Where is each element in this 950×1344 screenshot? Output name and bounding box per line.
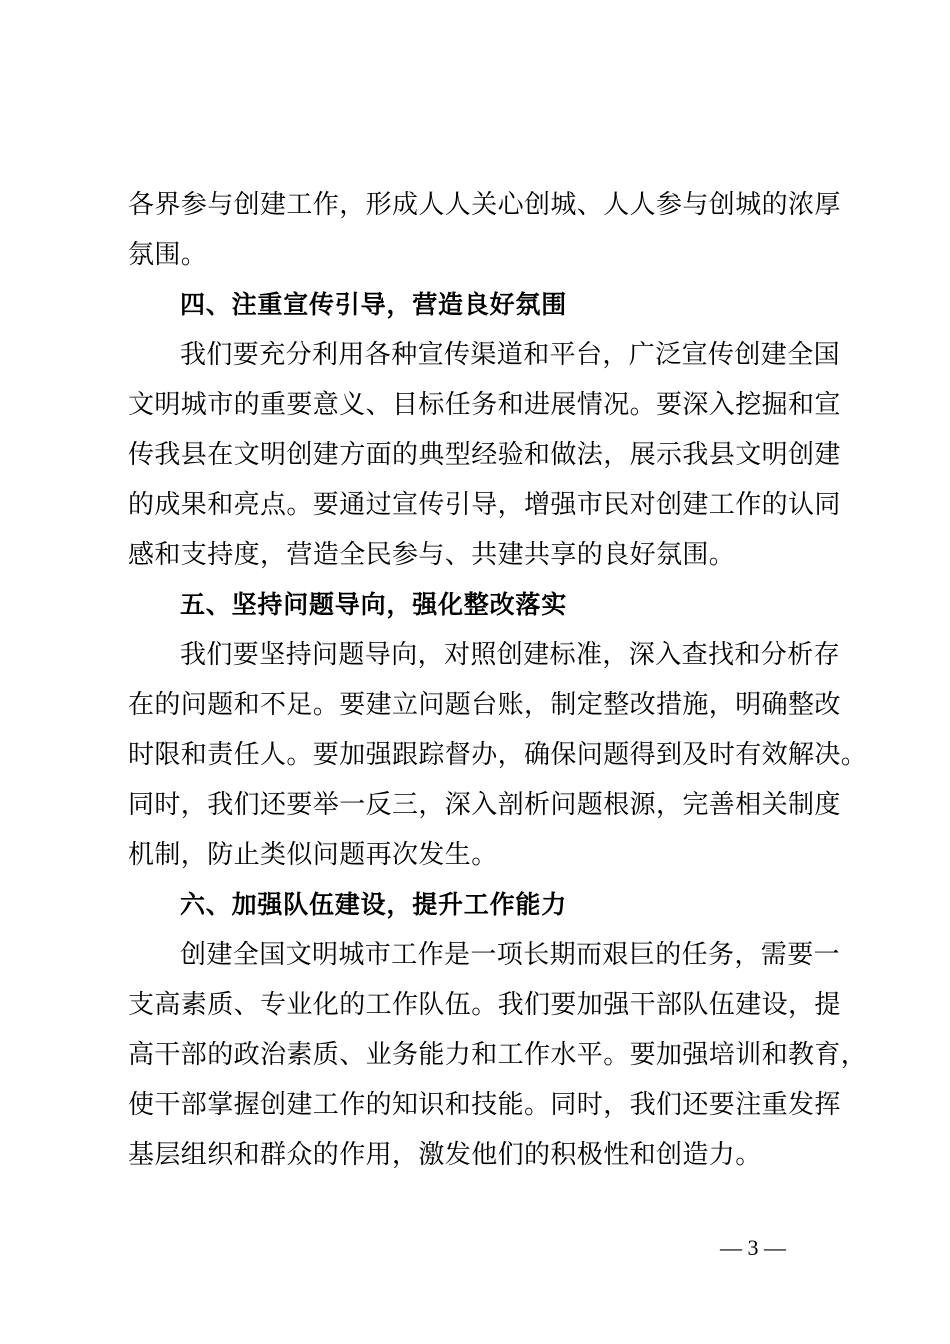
section-heading: 四、注重宣传引导，营造良好氛围 xyxy=(180,290,568,319)
paragraph-line: 创建全国文明城市工作是一项长期而艰巨的任务，需要一 xyxy=(180,940,841,970)
paragraph-line: 支高素质、专业化的工作队伍。我们要加强干部队伍建设，提 xyxy=(128,990,841,1020)
paragraph-line: 时限和责任人。要加强跟踪督办，确保问题得到及时有效解决。 xyxy=(128,740,868,770)
paragraph-line: 在的问题和不足。要建立问题台账，制定整改措施，明确整改 xyxy=(128,690,841,720)
section-heading: 五、坚持问题导向，强化整改落实 xyxy=(180,590,568,619)
paragraph-line: 氛围。 xyxy=(128,240,208,270)
paragraph-line: 我们要充分利用各种宣传渠道和平台，广泛宣传创建全国 xyxy=(180,340,841,370)
paragraph-line: 我们要坚持问题导向，对照创建标准，深入查找和分析存 xyxy=(180,640,841,670)
paragraph-line: 各界参与创建工作，形成人人关心创城、人人参与创城的浓厚 xyxy=(128,190,841,220)
paragraph-line: 文明城市的重要意义、目标任务和进展情况。要深入挖掘和宣 xyxy=(128,390,841,420)
paragraph-line: 的成果和亮点。要通过宣传引导，增强市民对创建工作的认同 xyxy=(128,490,841,520)
page-number: — 3 — xyxy=(720,1235,786,1260)
paragraph-line: 同时，我们还要举一反三，深入剖析问题根源，完善相关制度 xyxy=(128,790,841,820)
paragraph-line: 机制，防止类似问题再次发生。 xyxy=(128,840,498,870)
paragraph-line: 使干部掌握创建工作的知识和技能。同时，我们还要注重发挥 xyxy=(128,1090,841,1120)
paragraph-line: 高干部的政治素质、业务能力和工作水平。要加强培训和教育， xyxy=(128,1040,868,1070)
paragraph-line: 感和支持度，营造全民参与、共建共享的良好氛围。 xyxy=(128,540,736,570)
section-heading: 六、加强队伍建设，提升工作能力 xyxy=(180,890,568,919)
paragraph-line: 传我县在文明创建方面的典型经验和做法，展示我县文明创建 xyxy=(128,440,841,470)
paragraph-line: 基层组织和群众的作用，激发他们的积极性和创造力。 xyxy=(128,1140,762,1170)
